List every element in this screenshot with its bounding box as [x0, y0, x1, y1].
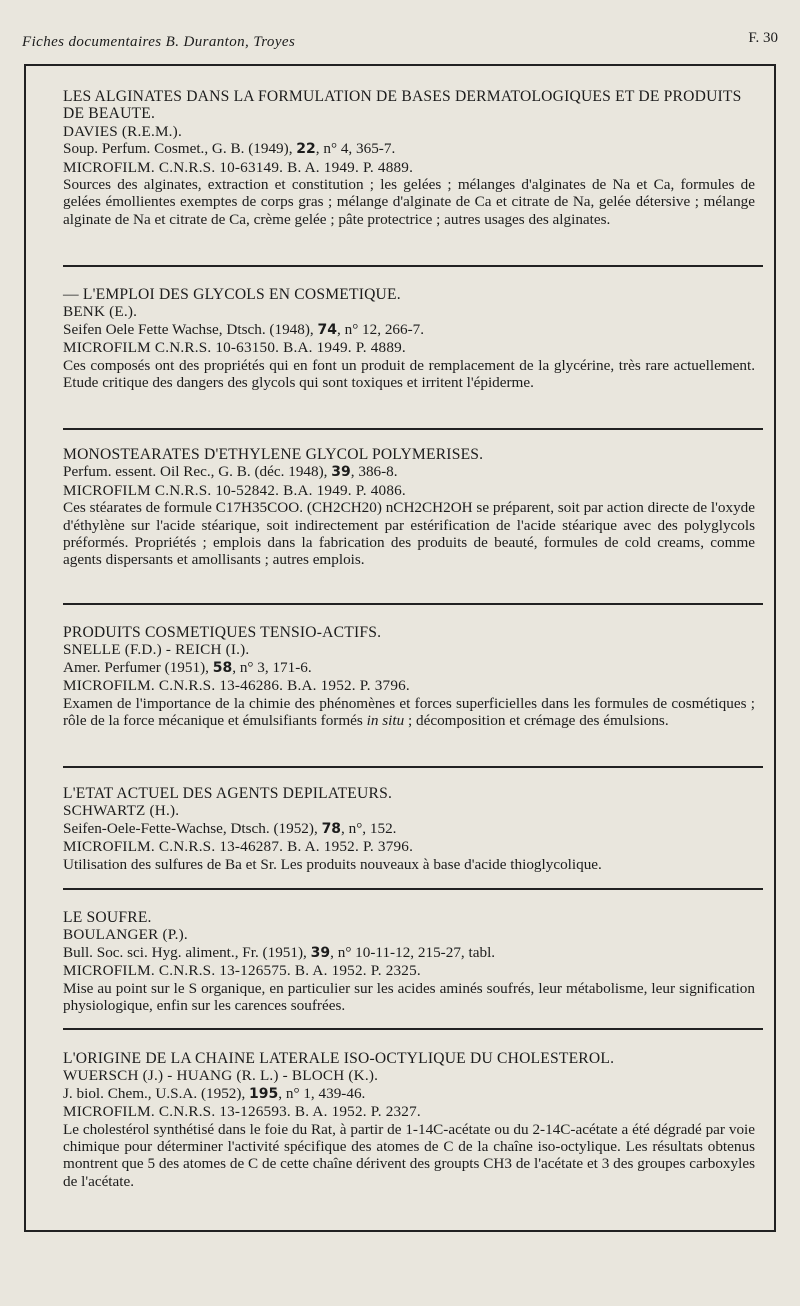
- entry-abstract: Ces composés ont des propriétés qui en font un produit de remplacement de la glycérine, très rare actuellement. Etude critique des dangers des glycols qui sont toxiques et irritent l'épiderme.: [63, 356, 755, 392]
- entry-title: L'ORIGINE DE LA CHAINE LATERALE ISO-OCTYLIQUE DU CHOLESTEROL.: [63, 1050, 615, 1067]
- page-frame: [24, 64, 776, 1232]
- volume-number: 74: [317, 321, 337, 338]
- entry-author: WUERSCH (J.) - HUANG (R. L.) - BLOCH (K.).: [63, 1067, 379, 1085]
- entry-monostearates: [63, 446, 755, 569]
- entry-alginates: [63, 88, 755, 228]
- entry-author: DAVIES (R.E.M.).: [63, 122, 182, 140]
- volume-number: 78: [321, 820, 342, 837]
- entry-title: PRODUITS COSMETIQUES TENSIO-ACTIFS.: [63, 624, 382, 641]
- entry-reference: Seifen Oele Fette Wachse, Dtsch. (1948), 74, n° 12, 266-7.: [63, 320, 425, 338]
- entry-microfilm: MICROFILM. C.N.R.S. 10-63149. B. A. 1949. P. 4889.: [63, 158, 414, 176]
- separator: [63, 428, 763, 430]
- entry-reference: Seifen-Oele-Fette-Wachse, Dtsch. (1952), 78, n°, 152.: [63, 819, 397, 837]
- entry-title: LES ALGINATES DANS LA FORMULATION DE BASES DERMATOLOGIQUES ET DE PRODUITS DE BEAUTE.: [63, 88, 742, 123]
- entry-microfilm: MICROFILM. C.N.R.S. 13-46286. B.A. 1952. P. 3796.: [63, 677, 410, 695]
- entry-title: — L'EMPLOI DES GLYCOLS EN COSMETIQUE.: [63, 286, 401, 303]
- separator: [63, 888, 763, 890]
- separator: [63, 766, 763, 768]
- entry-abstract: Ces stéarates de formule C17H35COO. (CH2CH20) nCH2CH2OH se préparent, soit par action directe de l'oxyde d'éthylène sur l'acide stéarique, soit indirectement par estérification de l'acide stéarique avec des polyglycols préformés. Propriétés ; emplois dans la fabrication des produits de beauté, formules de cold creams, comme agents dispersants et amollisants ; autres emplois.: [63, 499, 755, 569]
- entry-microfilm: MICROFILM. C.N.R.S. 13-126593. B. A. 1952. P. 2327.: [63, 1103, 421, 1121]
- volume-number: 39: [310, 944, 331, 961]
- entry-abstract: Le cholestérol synthétisé dans le foie du Rat, à partir de 1-14C-acétate ou du 2-14C-acétate a été dégradé par voie chimique pour déterminer l'activité spécifique des atomes de C de la chaîne iso-octylique. Les résultats obtenus montrent que 5 des atomes de C de cette chaîne dérivent des groupts CH3 de l'acétate et 3 des groupes carboxyles de l'acétate.: [63, 1120, 755, 1190]
- page-header: [22, 30, 778, 58]
- entry-abstract: Mise au point sur le S organique, en particulier sur les acides aminés soufrés, leur métabolisme, leur signification physiologique, enfin sur les carences soufrées.: [63, 979, 755, 1015]
- entry-reference: Soup. Perfum. Cosmet., G. B. (1949), 22, n° 4, 365-7.: [63, 140, 396, 158]
- entry-abstract: Examen de l'importance de la chimie des phénomènes et forces superficielles dans les formules de cosmétiques ; rôle de la force mécanique et émulsifiants formés in situ ; décomposition et crémage des émulsions.: [63, 694, 755, 730]
- entry-title: L'ETAT ACTUEL DES AGENTS DEPILATEURS.: [63, 785, 393, 802]
- entry-glycols: [63, 286, 755, 391]
- entry-microfilm: MICROFILM C.N.R.S. 10-63150. B.A. 1949. P. 4889.: [63, 339, 406, 357]
- volume-number: 39: [331, 464, 351, 481]
- separator: [63, 1028, 763, 1030]
- separator: [63, 603, 763, 605]
- volume-number: 22: [296, 141, 316, 158]
- entry-author: SNELLE (F.D.) - REICH (I.).: [63, 641, 250, 659]
- entry-abstract: Utilisation des sulfures de Ba et Sr. Les produits nouveaux à base d'acide thioglycolique.: [63, 855, 602, 873]
- header-source: Fiches documentaires B. Duranton, Troyes: [22, 34, 296, 50]
- entry-reference: J. biol. Chem., U.S.A. (1952), 195, n° 1, 439-46.: [63, 1084, 366, 1102]
- entry-tensio-actifs: [63, 624, 755, 729]
- separator: [63, 265, 763, 267]
- entry-title: LE SOUFRE.: [63, 909, 152, 926]
- entry-author: BOULANGER (P.).: [63, 926, 188, 944]
- entry-depilateurs: [63, 785, 755, 873]
- entry-microfilm: MICROFILM C.N.R.S. 10-52842. B.A. 1949. P. 4086.: [63, 481, 406, 499]
- entry-title: MONOSTEARATES D'ETHYLENE GLYCOL POLYMERISES.: [63, 446, 484, 463]
- entry-author: BENK (E.).: [63, 303, 138, 321]
- entry-abstract: Sources des alginates, extraction et constitution ; les gelées ; mélanges d'alginates de Na et Ca, formules de gelées émollientes exemptes de corps gras ; mélange d'alginate de Ca et citrate de Na, gelée détersive ; mélange alginate de Na et citrate de Ca, crème gelée ; pâte protectrice ; autres usages des alginates.: [63, 176, 755, 228]
- volume-number: 195: [249, 1085, 279, 1102]
- volume-number: 58: [212, 659, 233, 676]
- entry-reference: Amer. Perfumer (1951), 58, n° 3, 171-6.: [63, 658, 312, 676]
- entry-microfilm: MICROFILM. C.N.R.S. 13-126575. B. A. 1952. P. 2325.: [63, 962, 421, 980]
- entry-reference: Perfum. essent. Oil Rec., G. B. (déc. 1948), 39, 386-8.: [63, 463, 398, 481]
- entry-cholesterol: [63, 1050, 755, 1190]
- entry-author: SCHWARTZ (H.).: [63, 802, 180, 820]
- entry-reference: Bull. Soc. sci. Hyg. aliment., Fr. (1951), 39, n° 10-11-12, 215-27, tabl.: [63, 943, 496, 961]
- entry-soufre: [63, 909, 755, 1014]
- entry-microfilm: MICROFILM. C.N.R.S. 13-46287. B. A. 1952. P. 3796.: [63, 838, 414, 856]
- page-number: F. 30: [748, 30, 778, 46]
